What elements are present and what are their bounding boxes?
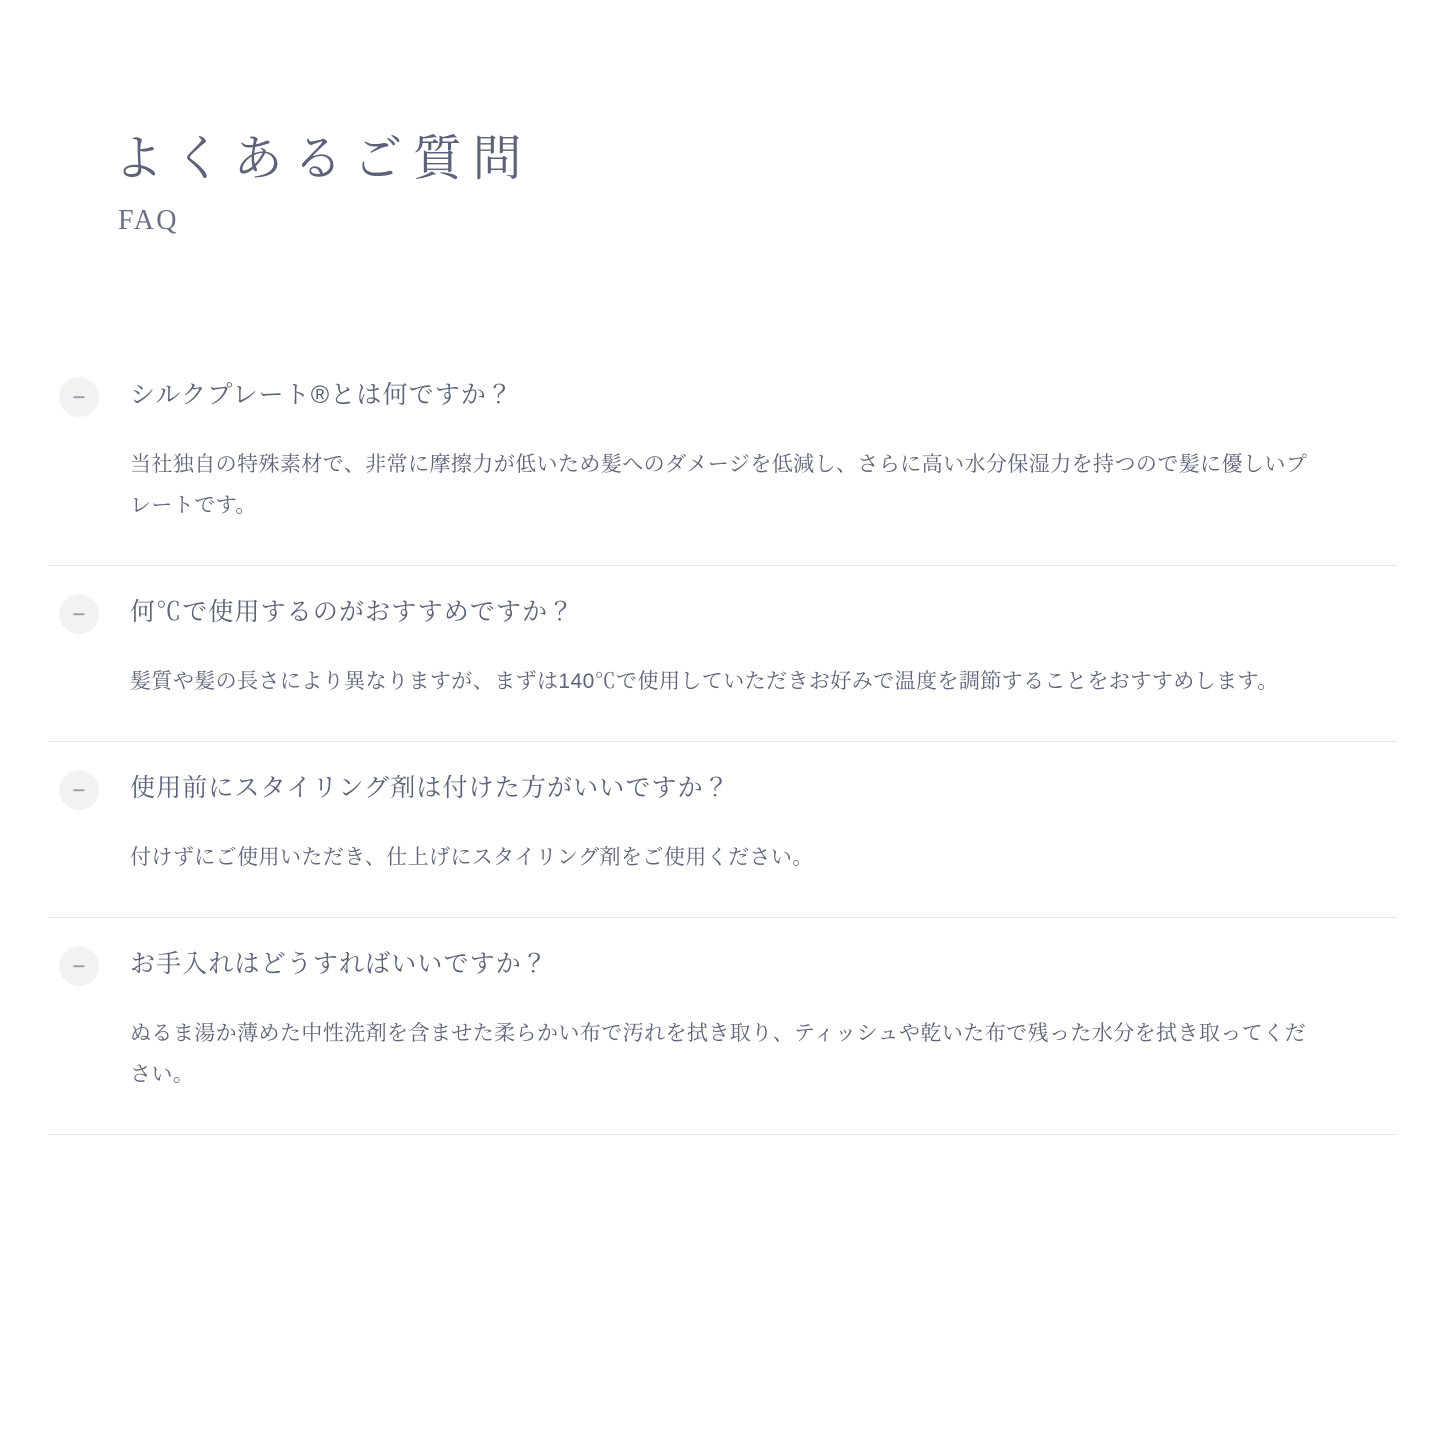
- faq-question: シルクプレート®とは何ですか？: [130, 381, 514, 410]
- faq-answer: 付けずにご使用いただき、仕上げにスタイリング剤をご使用ください。: [130, 846, 814, 870]
- minus-icon[interactable]: [59, 946, 99, 986]
- faq-answer: 当社独自の特殊素材で、非常に摩擦力が低いため髪へのダメージを低減し、さらに高い水分保湿力を持つので髪に優しいプレートです。: [130, 453, 1308, 518]
- faq-question-row[interactable]: [48, 742, 1397, 810]
- faq-header: [48, 0, 1397, 237]
- faq-question-row[interactable]: [48, 918, 1397, 986]
- faq-question: 使用前にスタイリング剤は付けた方がいいですか？: [130, 774, 730, 803]
- faq-answer: ぬるま湯か薄めた中性洗剤を含ませた柔らかい布で汚れを拭き取り、ティッシュや乾いた布で残った水分を拭き取ってください。: [130, 1022, 1306, 1086]
- faq-question: お手入れはどうすればいいですか？: [130, 950, 549, 978]
- faq-answer: 髪質や髪の長さにより異なりますが、まずは140℃で使用していただきお好みで温度を調節することをおすすめします。: [130, 670, 1279, 694]
- faq-item: [48, 918, 1397, 1135]
- faq-question-row[interactable]: [48, 566, 1397, 634]
- faq-item: [48, 742, 1397, 918]
- minus-icon[interactable]: [59, 770, 99, 810]
- faq-question-row[interactable]: [48, 349, 1397, 417]
- page-title: よくあるご質問: [114, 131, 533, 186]
- faq-item: [48, 341, 1397, 566]
- page-subtitle: FAQ: [118, 205, 179, 237]
- faq-list: [48, 341, 1397, 1135]
- minus-icon[interactable]: [59, 377, 99, 417]
- minus-icon[interactable]: [59, 594, 99, 634]
- faq-question: 何℃で使用するのがおすすめですか？: [130, 598, 575, 627]
- faq-item: [48, 566, 1397, 742]
